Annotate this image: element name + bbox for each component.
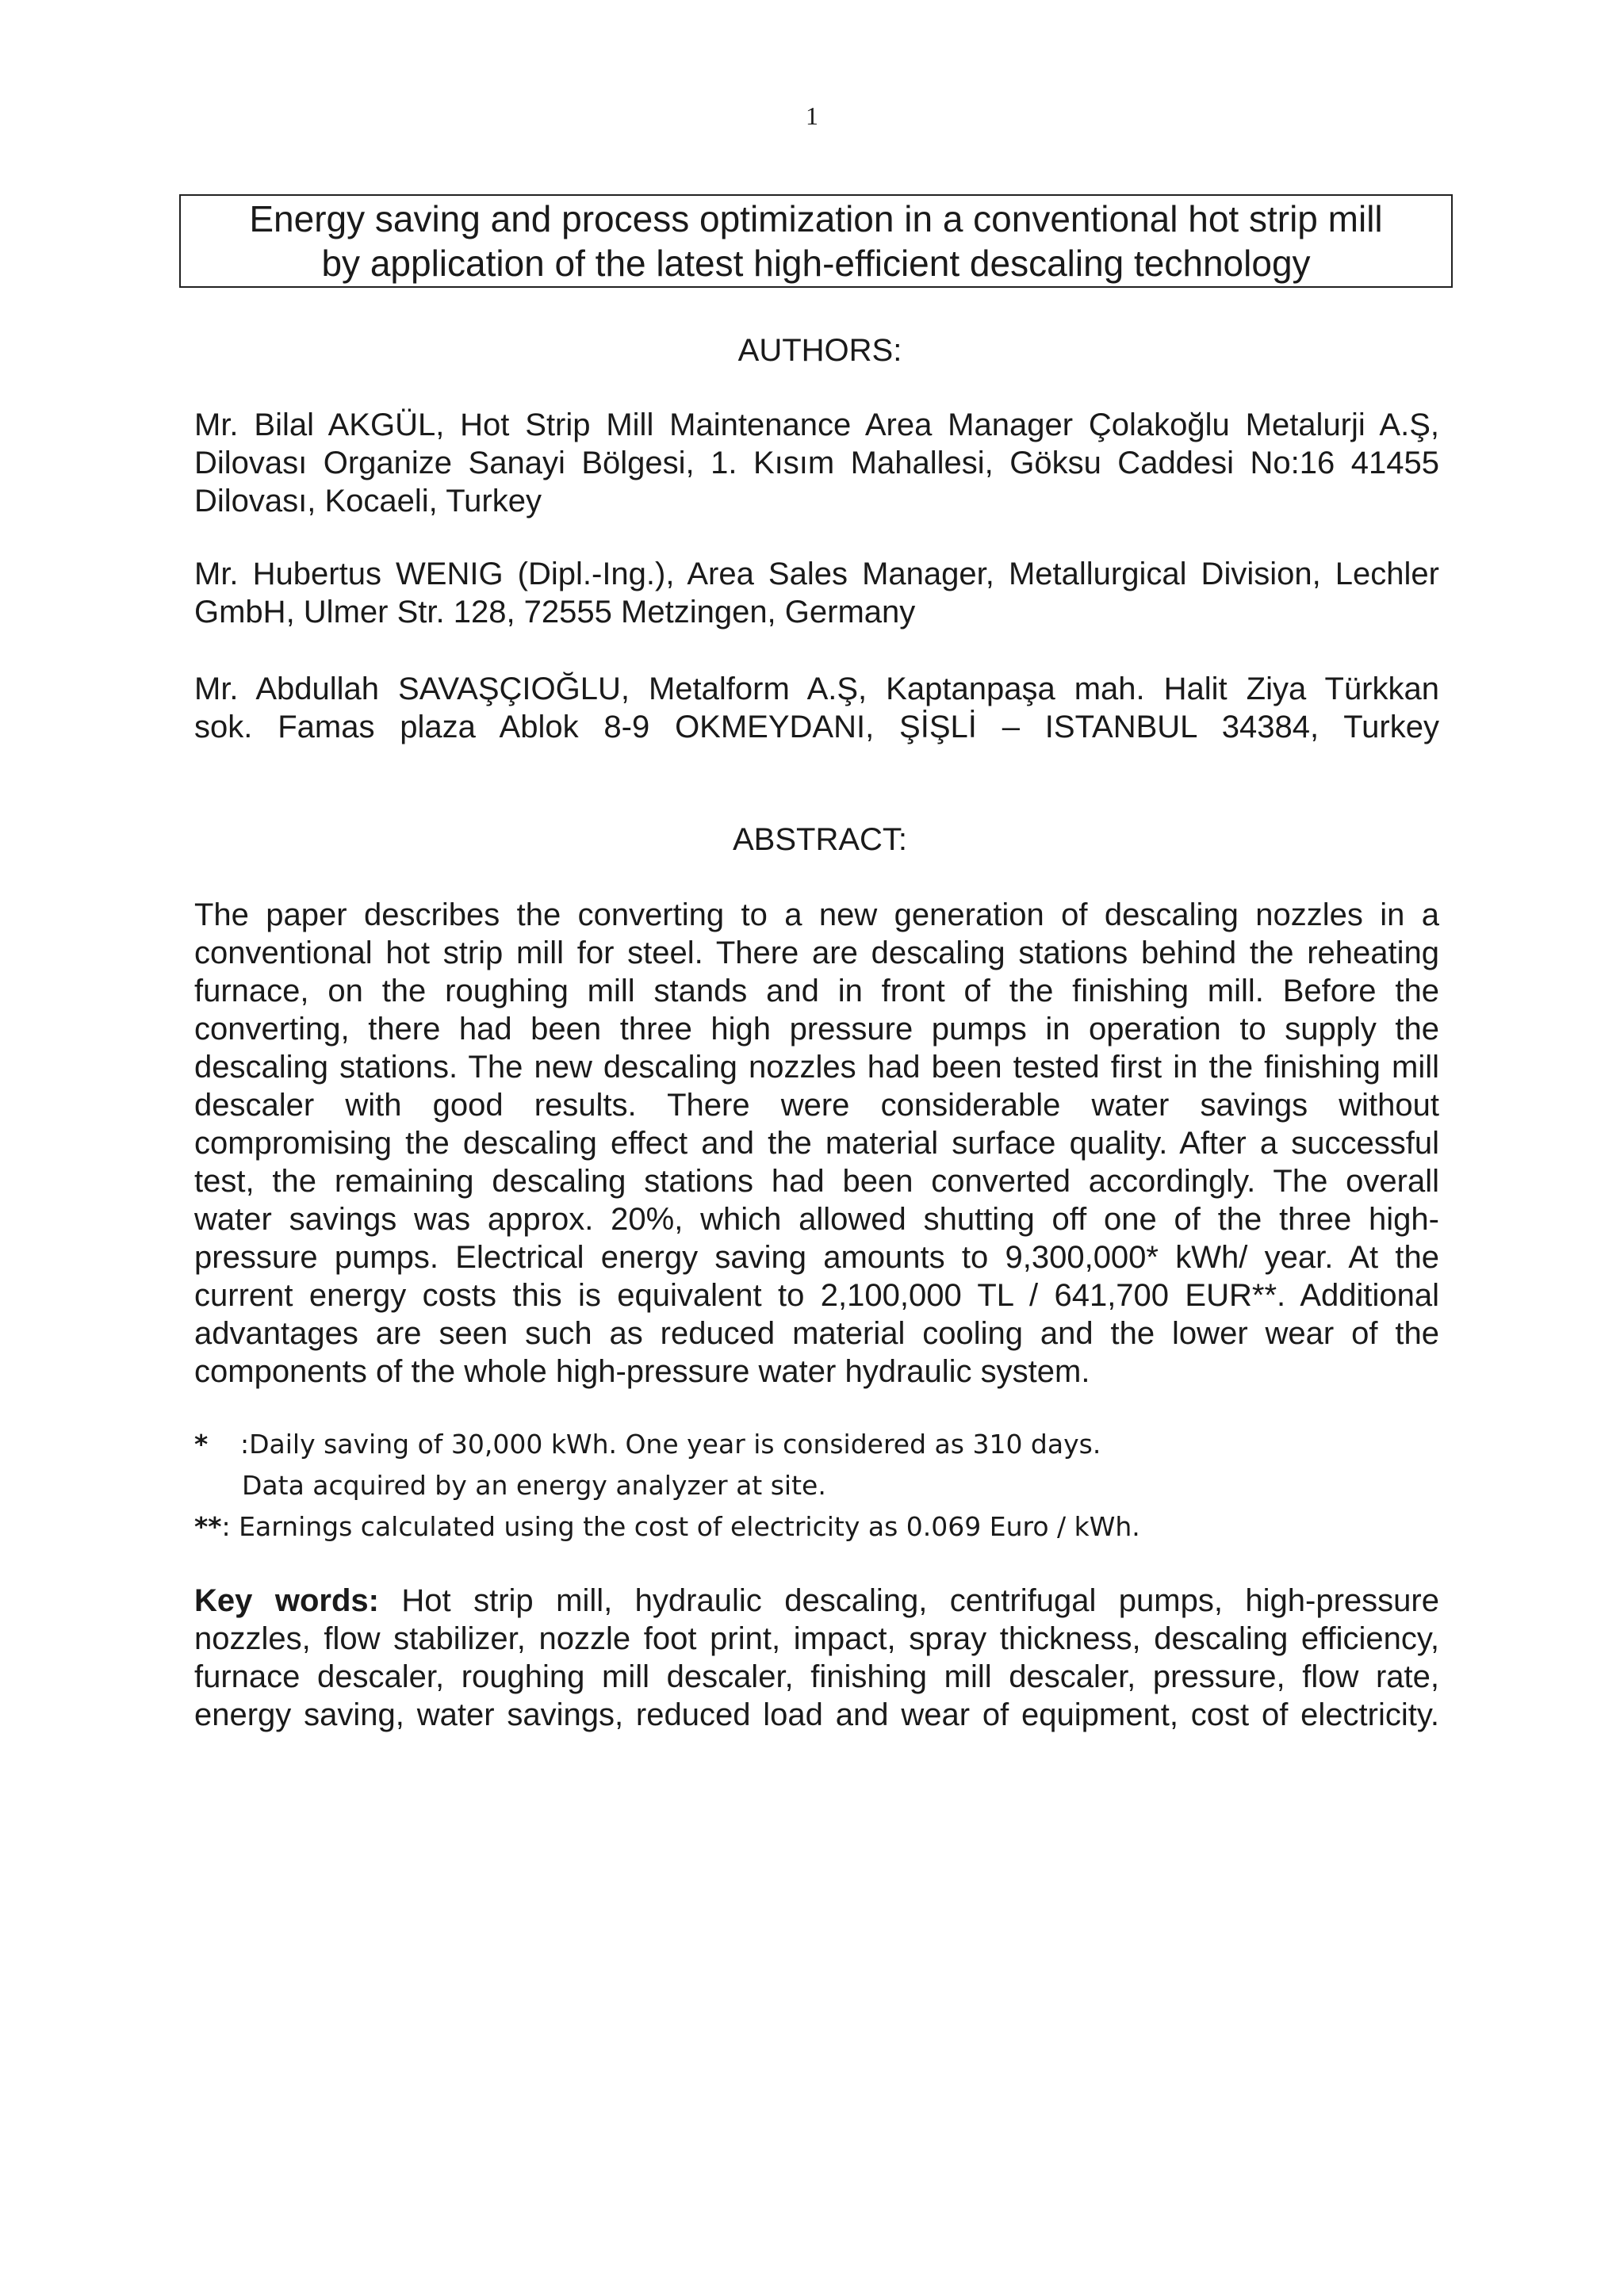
abstract-line: descaler with good results. There were considerable water savings without (194, 1088, 1439, 1123)
paper-title-line-2: by application of the latest high-efficient descaling technology (321, 243, 1311, 284)
author-line: Dilovası, Kocaeli, Turkey (194, 484, 542, 519)
abstract-line: advantages are seen such as reduced material cooling and the lower wear of the (194, 1316, 1439, 1351)
footnote-1-mark: * (194, 1429, 209, 1460)
paper-title-box (179, 194, 1453, 288)
abstract-line: descaling stations. The new descaling nozzles had been tested first in the finishing mill (194, 1050, 1439, 1085)
keywords-text: Hot strip mill, hydraulic descaling, centrifugal pumps, high-pressure (378, 1583, 1439, 1618)
abstract-heading: ABSTRACT: (732, 822, 908, 857)
keywords-line (194, 1582, 1439, 1620)
paper-title-line-1: Energy saving and process optimization in a conventional hot strip mill (249, 198, 1383, 239)
keywords-section (194, 1582, 1439, 1734)
author-line: GmbH, Ulmer Str. 128, 72555 Metzingen, Germany (194, 595, 916, 629)
abstract-line: The paper describes the converting to a new generation of descaling nozzles in a (194, 897, 1439, 932)
footnote-1-continuation-text: Data acquired by an energy analyzer at site. (242, 1470, 826, 1501)
abstract-line: test, the remaining descaling stations had been converted accordingly. The overall (194, 1164, 1439, 1199)
author-abdullah-savascioglu (194, 670, 1439, 746)
footnote-1-text: :Daily saving of 30,000 kWh. One year is considered as 310 days. (240, 1429, 1101, 1460)
keywords-line: furnace descaler, roughing mill descaler, finishing mill descaler, pressure, flow rate, (194, 1659, 1439, 1694)
authors-heading: AUTHORS: (737, 333, 902, 368)
abstract-line: water savings was approx. 20%, which allowed shutting off one of the three high- (194, 1202, 1439, 1237)
keywords-line: energy saving, water savings, reduced load and wear of equipment, cost of electricity. (194, 1697, 1439, 1732)
abstract-line: components of the whole high-pressure water hydraulic system. (194, 1354, 1090, 1389)
abstract-line: conventional hot strip mill for steel. There are descaling stations behind the reheating (194, 936, 1439, 970)
author-line: Mr. Hubertus WENIG (Dipl.-Ing.), Area Sales Manager, Metallurgical Division, Lechler (194, 557, 1439, 591)
abstract-line: converting, there had been three high pressure pumps in operation to supply the (194, 1012, 1439, 1047)
author-line: Mr. Bilal AKGÜL, Hot Strip Mill Maintenance Area Manager Çolakoğlu Metalurji A.Ş, (194, 408, 1439, 442)
footnote-1-continuation (242, 1465, 1487, 1506)
abstract-body (194, 896, 1439, 1391)
footnote-1 (194, 1424, 1439, 1465)
abstract-line: current energy costs this is equivalent to 2,100,000 TL / 641,700 EUR**. Additional (194, 1278, 1439, 1313)
page-number: 1 (806, 101, 818, 130)
footnote-2-text: : Earnings calculated using the cost of electricity as 0.069 Euro / kWh. (221, 1511, 1140, 1542)
keywords-line: nozzles, flow stabilizer, nozzle foot print, impact, spray thickness, descaling efficiency, (194, 1621, 1439, 1656)
author-line: Mr. Abdullah SAVAŞÇIOĞLU, Metalform A.Ş, Kaptanpaşa mah. Halit Ziya Türkkan (194, 672, 1439, 706)
author-hubertus-wenig (194, 555, 1439, 631)
author-line: sok. Famas plaza Ablok 8-9 OKMEYDANI, ŞİŞLİ – ISTANBUL 34384, Turkey (194, 710, 1439, 744)
abstract-line: compromising the descaling effect and the material surface quality. After a successful (194, 1126, 1439, 1161)
abstract-line: furnace, on the roughing mill stands and in front of the finishing mill. Before the (194, 974, 1439, 1008)
keywords-label: Key words: (194, 1583, 379, 1618)
abstract-line: pressure pumps. Electrical energy saving amounts to 9,300,000* kWh/ year. At the (194, 1240, 1439, 1275)
author-line: Dilovası Organize Sanayi Bölgesi, 1. Kısım Mahallesi, Göksu Caddesi No:16 41455 (194, 446, 1439, 480)
footnote-2 (194, 1506, 1439, 1548)
author-bilal-akgul (194, 406, 1439, 520)
footnote-2-mark: ** (194, 1511, 222, 1542)
